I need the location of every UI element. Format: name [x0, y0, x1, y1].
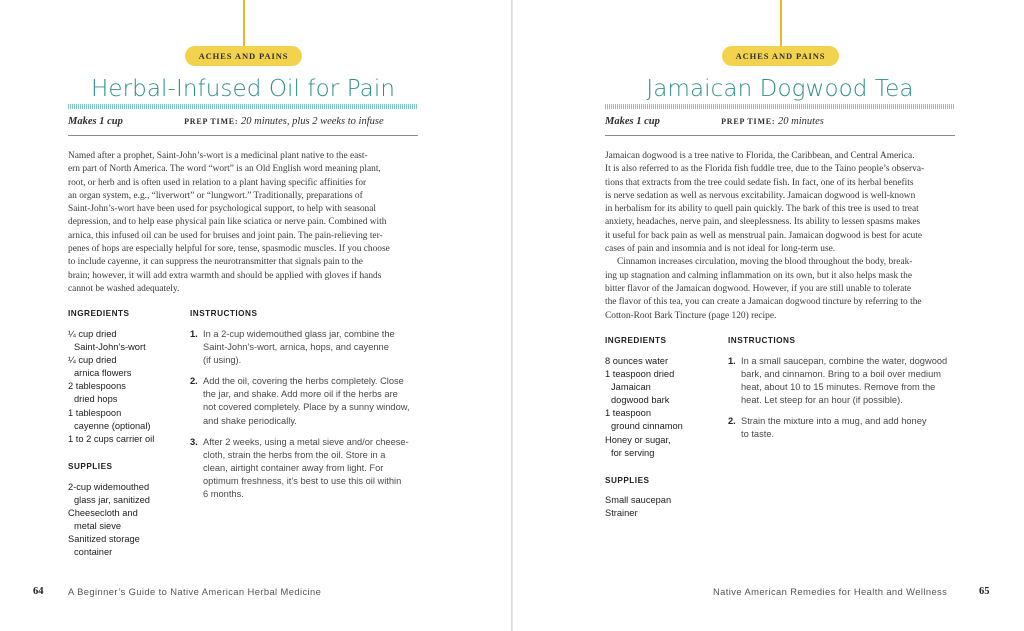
intro-line: root, or herb and is often used in relation to a plant having specific affinities for	[68, 177, 367, 188]
ingredient-line: Honey or sugar,	[605, 434, 671, 445]
ingredient-line: 2 tablespoons	[68, 381, 126, 392]
intro-line: ern part of North America. The word “wort” is an Old English word meaning plant,	[68, 164, 381, 175]
intro-line: to include cayenne, it can suppress the neurotransmitter that signals pain to the	[68, 257, 363, 268]
ingredient-line: cayenne (optional)	[74, 420, 151, 431]
supply-line: 2-cup widemouthed	[68, 482, 150, 492]
ingredient-line: Jamaican	[611, 382, 651, 393]
ingredient-line: dogwood bark	[611, 395, 670, 406]
step-number: 2.	[190, 376, 198, 387]
supplies-list	[68, 481, 150, 560]
intro-line: it useful for back pain as well as menstrual pain. Jamaican dogwood is best for acute	[605, 230, 923, 241]
instruction-step	[190, 328, 430, 367]
intro-line: penes of hops are especially helpful for sore, tense, spasmodic muscles. If you choose	[68, 244, 390, 255]
ingredient-line: ¼ cup dried	[68, 355, 117, 366]
recipe-title: Jamaican Dogwood Tea	[646, 76, 914, 102]
ingredient-line: 1 tablespoon	[68, 407, 122, 418]
ingredients-list	[605, 355, 683, 460]
ingredient-line: Saint-John’s-wort	[74, 342, 146, 353]
ingredient-line: for serving	[611, 447, 655, 458]
ingredient-line: 1 to 2 cups carrier oil	[68, 433, 155, 444]
intro-line: tions that extracts from the tree could sedate fish. In fact, one of its herbal benefits	[605, 177, 914, 188]
supply-line: container	[74, 547, 113, 558]
step-line: Add the oil, covering the herbs completely. Close	[203, 376, 404, 387]
tag-hanger-line	[780, 0, 782, 46]
step-line: clean, airtight container away from light. For	[203, 462, 384, 473]
step-line: to taste.	[741, 429, 775, 440]
prep-time-label: PREP TIME:	[721, 117, 776, 126]
ingredients-heading: INGREDIENTS	[605, 336, 667, 345]
intro-line: anxiety, headaches, nerve pain, and sleeplessness. Its ability to lessen spasms makes	[605, 217, 921, 228]
ingredient-line: arnica flowers	[74, 368, 132, 379]
tag-hanger-line	[243, 0, 245, 46]
prep-time-value: 20 minutes	[778, 116, 824, 127]
intro-line: Named after a prophet, Saint-John’s-wort is a medicinal plant native to the east-	[68, 151, 368, 161]
prep-time-label: PREP TIME:	[184, 117, 239, 126]
step-line: (if using).	[203, 355, 242, 366]
ingredients-list	[68, 328, 154, 446]
running-footer: A Beginner’s Guide to Native American Herbal Medicine	[68, 586, 322, 597]
intro-line: the flavor of this tea, you can create a Jamaican dogwood tincture by referring to the	[605, 297, 922, 308]
step-line: After 2 weeks, using a metal sieve and/or cheese-	[203, 436, 409, 447]
step-line: In a 2-cup widemouthed glass jar, combine the	[203, 329, 395, 339]
instruction-step	[728, 415, 973, 441]
page-number: 65	[979, 586, 990, 597]
intro-line: arnica, this infused oil can be used for bruises and joint pain. The pain-relieving ter-	[68, 230, 383, 241]
title-divider	[605, 104, 955, 109]
yield: Makes 1 cup	[605, 116, 660, 127]
intro-line: an organ system, e.g., “liverwort” or “lungwort.” Traditionally, preparations of	[68, 190, 363, 201]
supply-line: Sanitized storage	[68, 534, 140, 545]
recipe-meta	[68, 116, 384, 127]
intro-line: depression, and to help ease physical pain like sciatica or nerve pain. Combined with	[68, 217, 387, 228]
intro-line: Cotton-Root Bark Tincture (page 120) recipe.	[605, 310, 777, 321]
step-number: 1.	[190, 329, 198, 339]
intro-line: is nerve sedation as well as nervous excitability. Jamaican dogwood is well-known	[605, 190, 916, 201]
category-tag: ACHES AND PAINS	[722, 46, 839, 66]
intro-line: bitter flavor of the Jamaican dogwood. However, if you are still unable to tolerate	[605, 283, 912, 294]
intro-line: ing up stagnation and calming inflammation on its own, but it also helps mask the	[605, 270, 912, 281]
step-number: 3.	[190, 436, 198, 447]
instruction-step	[728, 355, 973, 407]
intro-line: Saint-John’s-wort have been used for psychological support, to help with seasonal	[68, 204, 377, 215]
step-line: the jar, and shake. Add more oil if the herbs are	[203, 389, 398, 400]
meta-divider	[68, 135, 418, 136]
step-number: 2.	[728, 416, 736, 427]
intro-line: cases of pain and insomnia and is not ideal for long-term use.	[605, 244, 836, 255]
intro-paragraph	[605, 150, 970, 323]
intro-line: Cinnamon increases circulation, moving the blood throughout the body, break-	[617, 257, 913, 268]
prep-time-value: 20 minutes, plus 2 weeks to infuse	[241, 116, 384, 127]
intro-line: It is also referred to as the Florida fish fuddle tree, due to the Taino people’s observa-	[605, 164, 925, 175]
supply-line: Small saucepan	[605, 495, 672, 505]
yield: Makes 1 cup	[68, 116, 123, 127]
supply-line: Strainer	[605, 508, 638, 519]
recipe-meta	[605, 116, 824, 127]
ingredient-line: dried hops	[74, 394, 118, 405]
supplies-list	[605, 494, 671, 520]
step-line: heat. Let steep for an hour (if possible).	[741, 395, 903, 406]
step-number: 1.	[728, 356, 736, 366]
instructions-list	[728, 355, 973, 450]
ingredients-heading: INGREDIENTS	[68, 309, 130, 318]
supply-line: glass jar, sanitized	[74, 495, 150, 506]
intro-line: brain; however, it will add extra warmth and should be applied with gloves if hands	[68, 270, 382, 281]
supplies-heading: SUPPLIES	[605, 476, 650, 485]
left-page	[0, 0, 511, 631]
page-number: 64	[33, 586, 44, 597]
instructions-heading: INSTRUCTIONS	[728, 336, 796, 345]
intro-line: cannot be washed adequately.	[68, 283, 180, 294]
step-line: 6 months.	[203, 489, 244, 500]
step-line: Strain the mixture into a mug, and add honey	[741, 416, 927, 427]
step-line: and shake periodically.	[203, 415, 297, 426]
instructions-list	[190, 328, 430, 509]
ingredient-line: ¼ cup dried	[68, 329, 117, 339]
intro-line: Jamaican dogwood is a tree native to Florida, the Caribbean, and Central America.	[605, 151, 915, 161]
running-footer: Native American Remedies for Health and Wellness	[713, 586, 948, 597]
recipe-title: Herbal-Infused Oil for Pain	[90, 76, 396, 102]
supply-line: metal sieve	[74, 521, 122, 532]
title-divider	[68, 104, 418, 109]
ingredient-line: 8 ounces water	[605, 356, 669, 366]
intro-line: in herbalism for its ability to quell pain quickly. The bark of this tree is used to treat	[605, 204, 919, 215]
right-page	[513, 0, 1024, 631]
supply-line: Cheesecloth and	[68, 508, 138, 519]
instruction-step	[190, 436, 430, 501]
instruction-step	[190, 375, 430, 427]
step-line: not covered completely. Place by a sunny window,	[203, 402, 410, 413]
supplies-heading: SUPPLIES	[68, 462, 113, 471]
intro-paragraph	[68, 150, 428, 296]
step-line: bark, and cinnamon. Bring to a boil over medium	[741, 369, 941, 380]
step-line: heat, about 10 to 15 minutes. Remove from the	[741, 382, 936, 393]
ingredient-line: 1 teaspoon dried	[605, 369, 675, 380]
step-line: optimum freshness, it’s best to use this oil within	[203, 475, 402, 486]
ingredient-line: ground cinnamon	[611, 421, 683, 432]
category-tag: ACHES AND PAINS	[185, 46, 302, 66]
meta-divider	[605, 135, 955, 136]
ingredient-line: 1 teaspoon	[605, 408, 652, 419]
step-line: In a small saucepan, combine the water, dogwood	[741, 356, 948, 366]
step-line: cloth, strain the herbs from the oil. Store in a	[203, 449, 386, 460]
instructions-heading: INSTRUCTIONS	[190, 309, 258, 318]
step-line: Saint-John’s-wort, arnica, hops, and cayenne	[203, 342, 389, 353]
